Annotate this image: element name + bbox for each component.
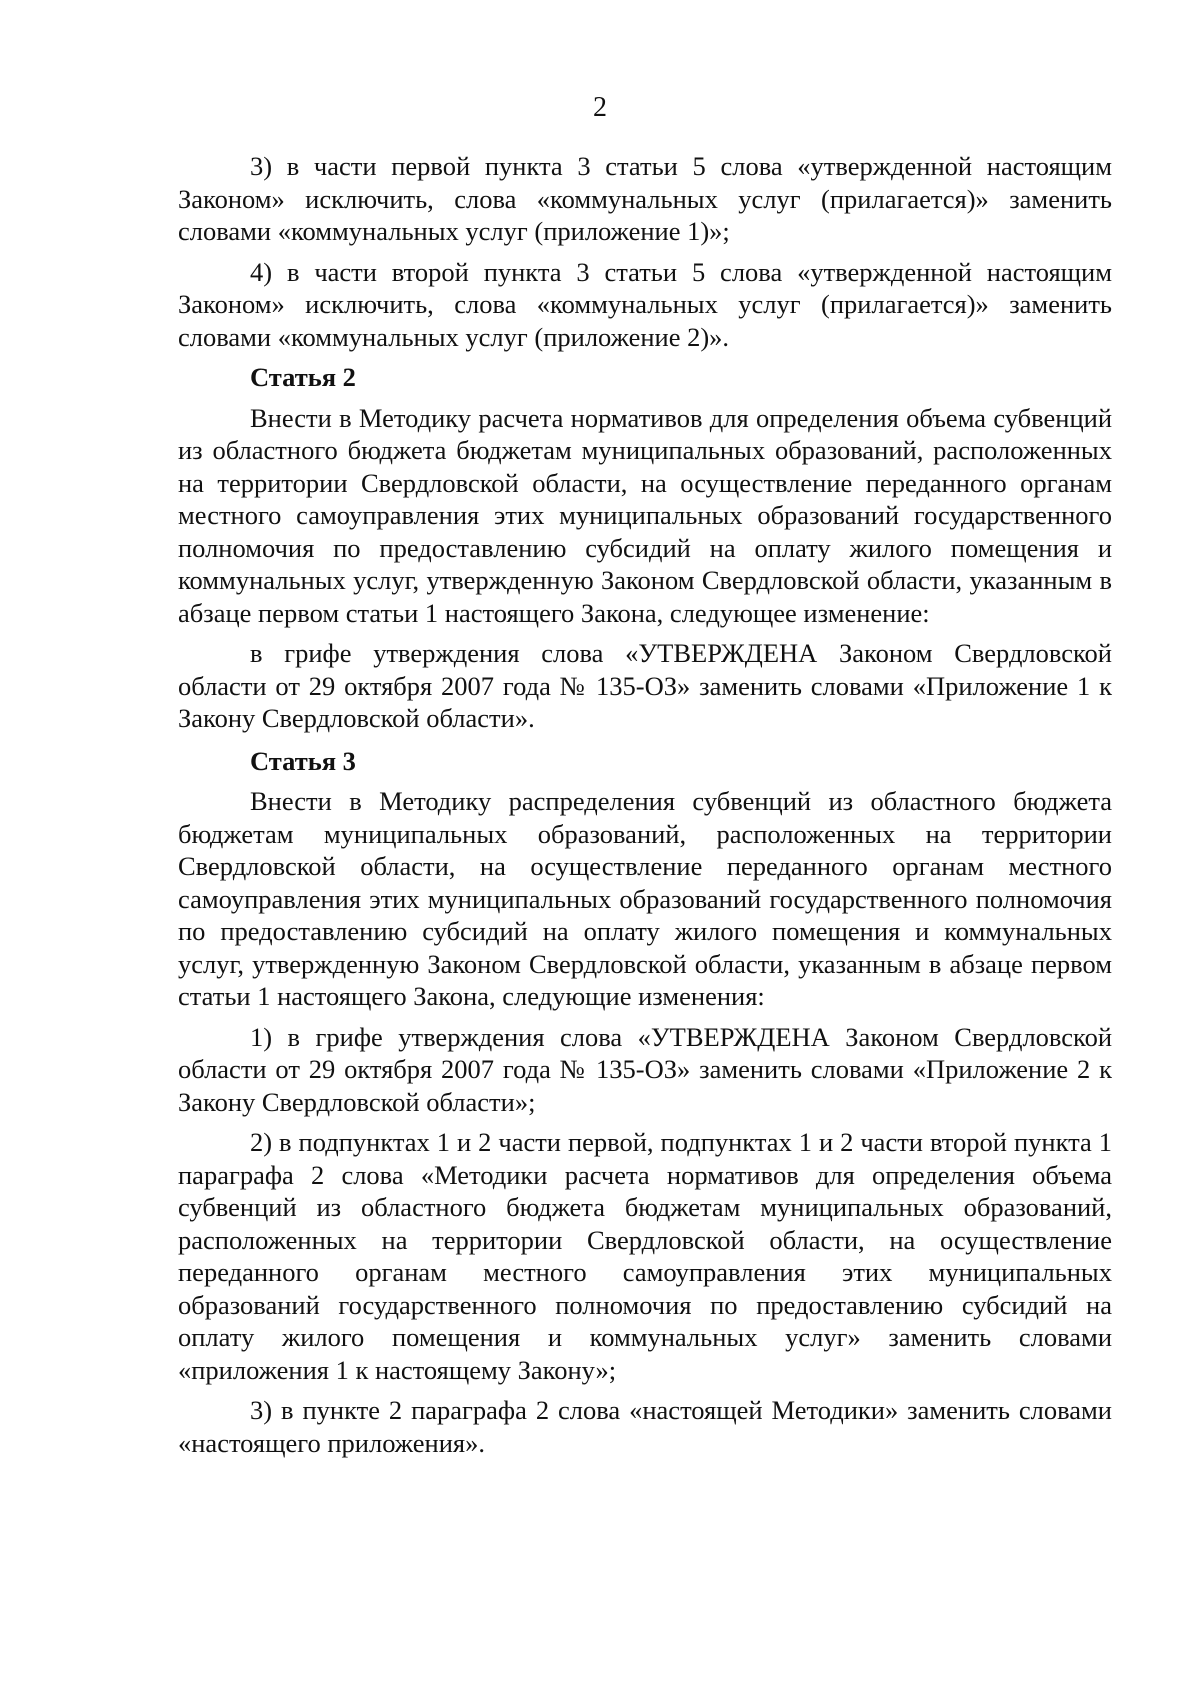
- paragraph-amendment-3: 3) в части первой пункта 3 статьи 5 слова «утвержденной настоящим Законом» исключить, слова «коммунальных услуг (прилагается)» заменить словами «коммунальных услуг (приложение 1)»;: [178, 151, 1112, 246]
- article-3-item-2: 2) в подпунктах 1 и 2 части первой, подпунктах 1 и 2 части второй пункта 1 параграфа 2 слова «Методики расчета нормативов для определения объема субвенций из областного бюджета бюджетам муниципальных образований, расположенных на территории Свердловской области, на осуществление переданного органам местного самоуправления этих муниципальных образований государственного полномочия по предоставлению субсидий на оплату жилого помещения и коммунальных услуг» заменить словами «приложения 1 к настоящему Закону»;: [178, 1127, 1112, 1385]
- article-3-item-1: 1) в грифе утверждения слова «УТВЕРЖДЕНА Законом Свердловской области от 29 октября 2007 года № 135-ОЗ» заменить словами «Приложение 2 к Закону Свердловской области»;: [178, 1021, 1112, 1117]
- paragraph-amendment-4: 4) в части второй пункта 3 статьи 5 слова «утвержденной настоящим Законом» исключить, слова «коммунальных услуг (прилагается)» заменить словами «коммунальных услуг (приложение 2)».: [178, 256, 1112, 352]
- article-3-heading: Статья 3: [250, 745, 356, 776]
- article-3-intro: Внести в Методику распределения субвенций из областного бюджета бюджетам муниципальных образований, расположенных на территории Свердловской области, на осуществление переданного органам местного самоуправления этих муниципальных образований государственного полномочия по предоставлению субсидий на оплату жилого помещения и коммунальных услуг, утвержденную Законом Свердловской области, указанным в абзаце первом статьи 1 настоящего Закона, следующие изменения:: [178, 786, 1112, 1011]
- article-2-change: в грифе утверждения слова «УТВЕРЖДЕНА Законом Свердловской области от 29 октября 2007 года № 135-ОЗ» заменить словами «Приложение 1 к Закону Свердловской области».: [178, 638, 1112, 733]
- article-2-intro: Внести в Методику расчета нормативов для определения объема субвенций из областного бюджета бюджетам муниципальных образований, расположенных на территории Свердловской области, на осуществление переданного органам местного самоуправления этих муниципальных образований государственного полномочия по предоставлению субсидий на оплату жилого помещения и коммунальных услуг, утвержденную Законом Свердловской области, указанным в абзаце первом статьи 1 настоящего Закона, следующее изменение:: [178, 402, 1112, 628]
- document-body: [178, 150, 1112, 1467]
- page-number: 2: [593, 92, 607, 123]
- article-2-heading: Статья 2: [250, 362, 356, 392]
- article-3-item-3: 3) в пункте 2 параграфа 2 слова «настоящей Методики» заменить словами «настоящего приложения».: [178, 1395, 1112, 1458]
